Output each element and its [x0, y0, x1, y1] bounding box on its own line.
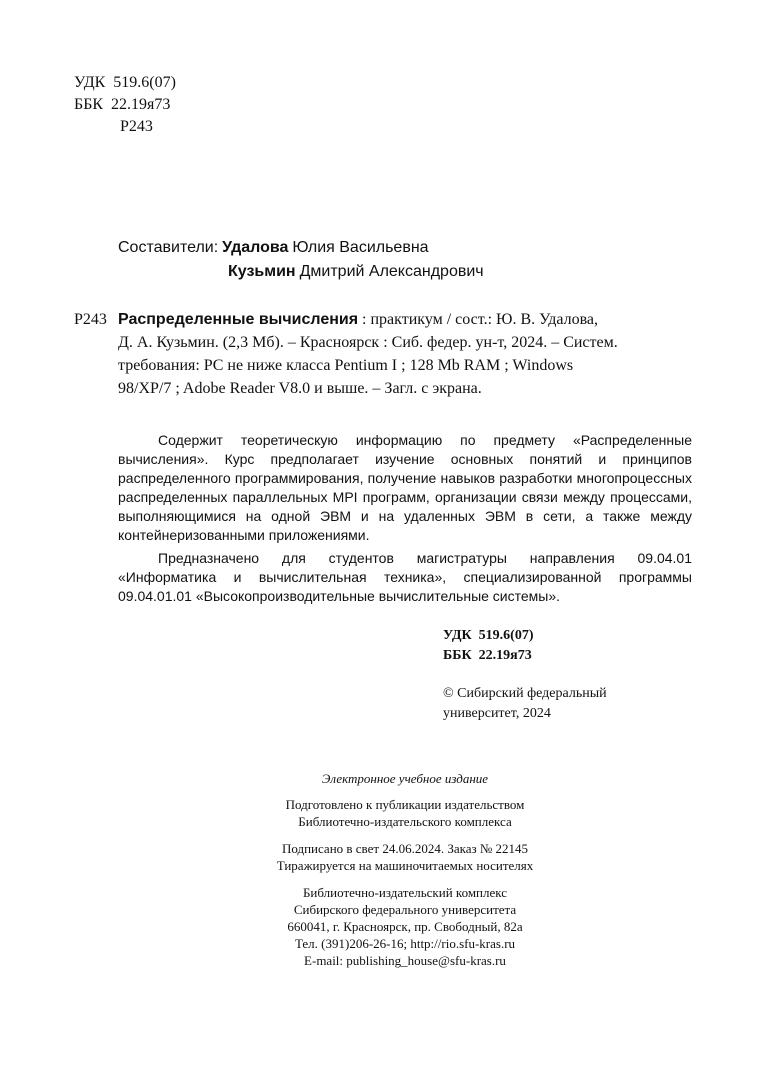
compilers-label: Составители: — [118, 239, 219, 256]
publisher-contacts — [0, 884, 764, 969]
udk-label-bottom: УДК — [443, 628, 472, 643]
bbk-value: 22.19я73 — [111, 96, 171, 113]
compiler-row-1 — [118, 236, 484, 260]
signed-line: Подписано в свет 24.06.2024. Заказ № 22145 — [281, 841, 529, 856]
udk-label: УДК — [74, 74, 106, 91]
compiler-2-name: Дмитрий Александрович — [299, 263, 484, 280]
bibliographic-record — [74, 308, 692, 400]
copyright-notice — [443, 684, 607, 724]
compiler-1-name: Юлия Васильевна — [292, 239, 429, 256]
imprint — [0, 770, 764, 969]
bibliographic-line-2: Д. А. Кузьмин. (2,3 Мб). – Красноярск : Сиб. федер. ун-т, 2024. – Систем. — [118, 334, 618, 351]
udk-row-bottom — [443, 626, 533, 646]
udk-value: 519.6(07) — [113, 74, 176, 91]
publication-info — [0, 840, 764, 874]
bbk-label: ББК — [74, 96, 104, 113]
bbk-row-bottom — [443, 646, 533, 666]
prepared-line-1: Подготовлено к публикации издательством — [285, 797, 525, 812]
prepared-line-2: Библиотечно-издательского комплекса — [298, 814, 512, 829]
bbk-value-bottom: 22.19я73 — [478, 648, 532, 663]
annotation-paragraph-2: Предназначено для студентов магистратуры направления 09.04.01 «Информатика и вычислительная техника», специализированной программы 09.04.01.01 «Высокопроизводительные вычислительные системы». — [118, 550, 692, 604]
author-mark: Р243 — [120, 118, 153, 135]
bibliographic-description — [118, 308, 692, 400]
bibliographic-line-3: требования: PC не ниже класса Pentium I ; 128 Mb RAM ; Windows — [118, 357, 574, 374]
udk-value-bottom: 519.6(07) — [478, 628, 534, 643]
publisher-email: E-mail: publishing_house@sfu-kras.ru — [304, 953, 506, 968]
prepared-by — [0, 796, 764, 830]
annotation-paragraph-1: Содержит теоретическую информацию по предмету «Распределенные вычисления». Курс предполагает изучение основных понятий и принципов распределенного программирования, получение навыков разработки многопроцессных распределенных параллельных MPI программ, организации связи между процессами, выполняющимися на одной ЭВМ и на удаленных ЭВМ в сети, а также между контейнеризованными приложениями. — [118, 432, 692, 543]
bibliographic-code: Р243 — [74, 311, 107, 328]
udk-row — [74, 72, 176, 94]
compilers-block — [118, 236, 484, 284]
edition-type: Электронное учебное издание — [321, 771, 489, 786]
bibliographic-line-4: 98/XP/7 ; Adobe Reader V8.0 и выше. – Загл. с экрана. — [118, 380, 482, 397]
bbk-row — [74, 94, 176, 116]
bibliographic-line-1: : практикум / сост.: Ю. В. Удалова, — [358, 311, 599, 328]
copies-line: Тиражируется на машиночитаемых носителях — [276, 858, 534, 873]
copyright-line-1: © Сибирский федеральный — [443, 686, 607, 701]
copyright-line-2: университет, 2024 — [443, 706, 551, 721]
bbk-label-bottom: ББК — [443, 648, 472, 663]
compiler-2-surname: Кузьмин — [228, 263, 296, 280]
publisher-phone-website: Тел. (391)206-26-16; http://rio.sfu-kras.ru — [294, 936, 516, 951]
classification-codes-bottom — [443, 626, 533, 666]
publisher-address: 660041, г. Красноярск, пр. Свободный, 82а — [287, 919, 523, 934]
publisher-line-1: Библиотечно-издательский комплекс — [302, 885, 508, 900]
publisher-line-2: Сибирского федерального университета — [293, 902, 517, 917]
book-title: Распределенные вычисления — [118, 311, 359, 328]
classification-codes — [74, 72, 176, 138]
compiler-1-surname: Удалова — [222, 239, 289, 256]
annotation — [118, 431, 692, 606]
compiler-row-2 — [118, 260, 484, 284]
